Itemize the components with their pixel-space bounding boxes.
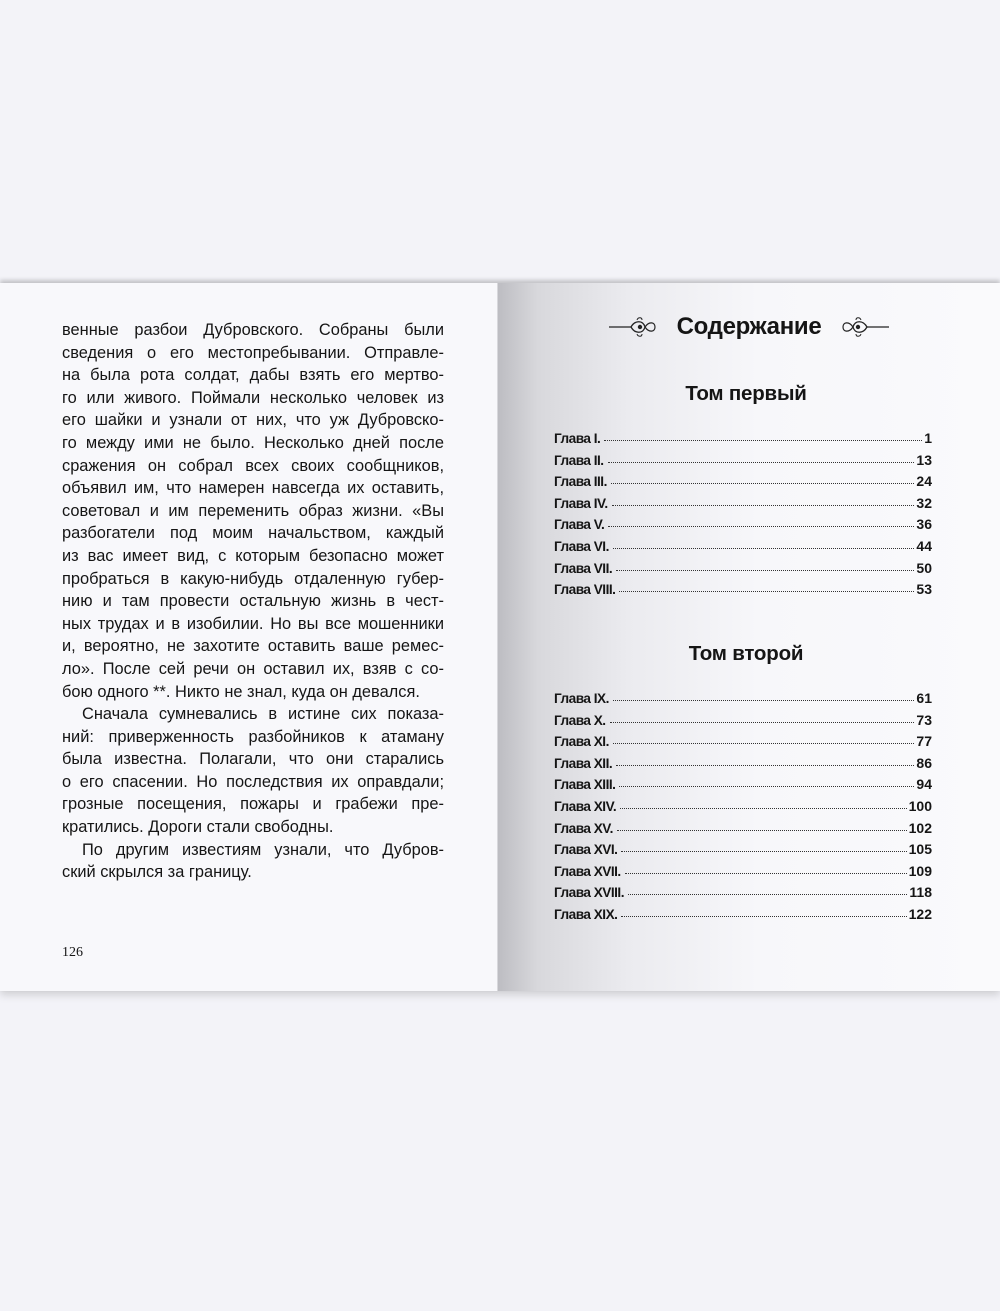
text-line: из вас имеет вид, с которым безопасно может (62, 546, 444, 565)
page-number: 126 (62, 945, 83, 960)
toc-page-number: 102 (908, 819, 932, 836)
toc-page-number: 118 (909, 884, 932, 901)
text-line: кратились. Дороги стали свободны. (62, 818, 334, 837)
toc-page-number: 53 (916, 581, 932, 598)
toc-page-number: 122 (908, 905, 932, 922)
toc-page-number: 100 (908, 797, 932, 814)
toc-page-number: 1 (924, 430, 932, 446)
paragraph (62, 703, 444, 839)
toc-page-number: 44 (916, 537, 932, 554)
toc-chapter-label: Глава III. (554, 474, 607, 490)
toc-leader-dots (617, 829, 907, 831)
toc-entry (554, 755, 932, 777)
toc-leader-dots (625, 872, 907, 874)
toc-leader-dots (616, 764, 914, 766)
toc-leader-dots (628, 893, 907, 895)
toc-page-number: 32 (916, 494, 932, 511)
toc-page-number: 36 (916, 516, 932, 533)
text-line: ных трудах и в изобилии. Но вы все мошенники (62, 614, 444, 633)
toc-entry (554, 906, 932, 928)
toc-chapter-label: Глава XIV. (554, 798, 617, 814)
toc-list-volume-1 (554, 430, 932, 603)
toc-chapter-label: Глава IX. (554, 691, 609, 706)
toc-list-volume-2 (554, 690, 932, 928)
toc-leader-dots (619, 590, 914, 592)
toc-entry (554, 798, 932, 820)
toc-chapter-label: Глава I. (554, 431, 601, 446)
toc-leader-dots (613, 547, 915, 549)
toc-entry (554, 712, 932, 734)
toc-chapter-label: Глава VIII. (554, 582, 616, 598)
text-line: пробраться в какую-нибудь отдаленную губер- (62, 569, 444, 588)
text-line: сражения он собрал всех своих сообщников, (62, 456, 444, 475)
text-line: го между ими не было. Несколько дней после (62, 433, 444, 452)
toc-leader-dots (608, 525, 914, 527)
toc-entry (554, 452, 932, 474)
text-line: ло». После сей речи он оставил их, взяв с со- (62, 659, 444, 678)
toc-page-number: 86 (916, 754, 932, 771)
toc-heading (498, 313, 1000, 341)
toc-chapter-label: Глава XV. (554, 820, 613, 836)
toc-entry (554, 863, 932, 885)
toc-entry (554, 733, 932, 755)
toc-page-number: 24 (916, 473, 932, 490)
toc-page-number: 13 (916, 451, 932, 468)
text-line: ский скрылся за границу. (62, 863, 252, 882)
book-spread (0, 283, 1000, 991)
text-line: его шайки и узнали от них, что уж Дубровско- (62, 411, 444, 430)
toc-leader-dots (621, 915, 906, 917)
toc-entry (554, 841, 932, 863)
ornament-left-icon (607, 317, 659, 337)
toc-title: Содержание (676, 313, 822, 340)
toc-page-number: 94 (916, 776, 932, 793)
toc-chapter-label: Глава XVIII. (554, 885, 624, 901)
toc-leader-dots (604, 439, 922, 441)
toc-entry (554, 538, 932, 560)
volume-title-1: Том первый (685, 382, 807, 405)
toc-entry (554, 495, 932, 517)
text-line: бою одного **. Никто не знал, куда он девался. (62, 682, 420, 701)
text-line: советовал и им переменить образ жизни. «Вы (62, 501, 444, 520)
toc-chapter-label: Глава XI. (554, 734, 609, 750)
toc-chapter-label: Глава VII. (554, 560, 613, 576)
text-line: объявил им, что намерен навсегда их оставить, (62, 479, 444, 498)
text-line: нию и там провести остальную жизнь в чест- (62, 592, 444, 611)
toc-page-number: 50 (916, 559, 932, 576)
toc-entry (554, 884, 932, 906)
toc-leader-dots (620, 807, 906, 809)
text-line: о его спасении. Но последствия их оправдали; (62, 772, 444, 791)
toc-entry (554, 581, 932, 603)
toc-leader-dots (621, 850, 906, 852)
volume-title-2: Том второй (688, 642, 804, 665)
toc-leader-dots (616, 569, 914, 571)
toc-chapter-label: Глава XIII. (554, 777, 616, 793)
toc-leader-dots (613, 742, 915, 744)
toc-chapter-label: Глава XVI. (554, 842, 618, 858)
toc-chapter-label: Глава X. (554, 712, 606, 728)
toc-entry (554, 820, 932, 842)
text-line: на была рота солдат, дабы взять его мертво- (62, 366, 444, 385)
text-line: ний: приверженность разбойников к атаману (62, 727, 444, 746)
text-line: По другим известиям узнали, что Дубров- (82, 840, 444, 859)
toc-chapter-label: Глава VI. (554, 538, 609, 554)
toc-entry (554, 516, 932, 538)
toc-leader-dots (613, 699, 915, 701)
toc-page-number: 77 (916, 733, 932, 750)
toc-page-number: 105 (908, 841, 932, 858)
toc-leader-dots (619, 785, 914, 787)
text-line: была известна. Полагали, что они старались (62, 750, 444, 769)
toc-page-number: 109 (908, 862, 932, 879)
text-line: венные разбои Дубровского. Собраны были (62, 321, 444, 339)
toc-entry (554, 430, 932, 452)
text-line: разбогатели под моим начальством, каждый (62, 524, 444, 543)
toc-entry (554, 690, 932, 712)
ornament-right-icon (839, 317, 891, 337)
toc-page-number: 73 (916, 711, 932, 728)
text-line: грозные посещения, пожары и грабежи пре- (62, 795, 444, 814)
toc-entry (554, 473, 932, 495)
left-page (0, 283, 498, 991)
toc-chapter-label: Глава XVII. (554, 863, 621, 879)
toc-entry (554, 560, 932, 582)
text-line: и, вероятно, не захотите оставить ваше ремес- (62, 637, 444, 656)
text-line: Сначала сумневались в истине сих показа- (82, 705, 444, 724)
toc-chapter-label: Глава IV. (554, 495, 608, 511)
toc-chapter-label: Глава XIX. (554, 906, 618, 922)
paragraph (62, 319, 444, 703)
toc-leader-dots (611, 482, 915, 484)
toc-leader-dots (612, 504, 915, 506)
toc-page-number: 61 (916, 690, 932, 706)
text-line: го или живого. Поймали несколько человек из (62, 388, 444, 407)
body-text (62, 319, 444, 884)
text-line: сведения о его местопребывании. Отправле- (62, 343, 444, 362)
toc-leader-dots (608, 461, 915, 463)
toc-chapter-label: Глава II. (554, 452, 604, 468)
toc-entry (554, 776, 932, 798)
right-page (498, 283, 1000, 991)
toc-chapter-label: Глава XII. (554, 755, 613, 771)
toc-leader-dots (610, 721, 915, 723)
paragraph (62, 839, 444, 884)
toc-chapter-label: Глава V. (554, 517, 605, 533)
